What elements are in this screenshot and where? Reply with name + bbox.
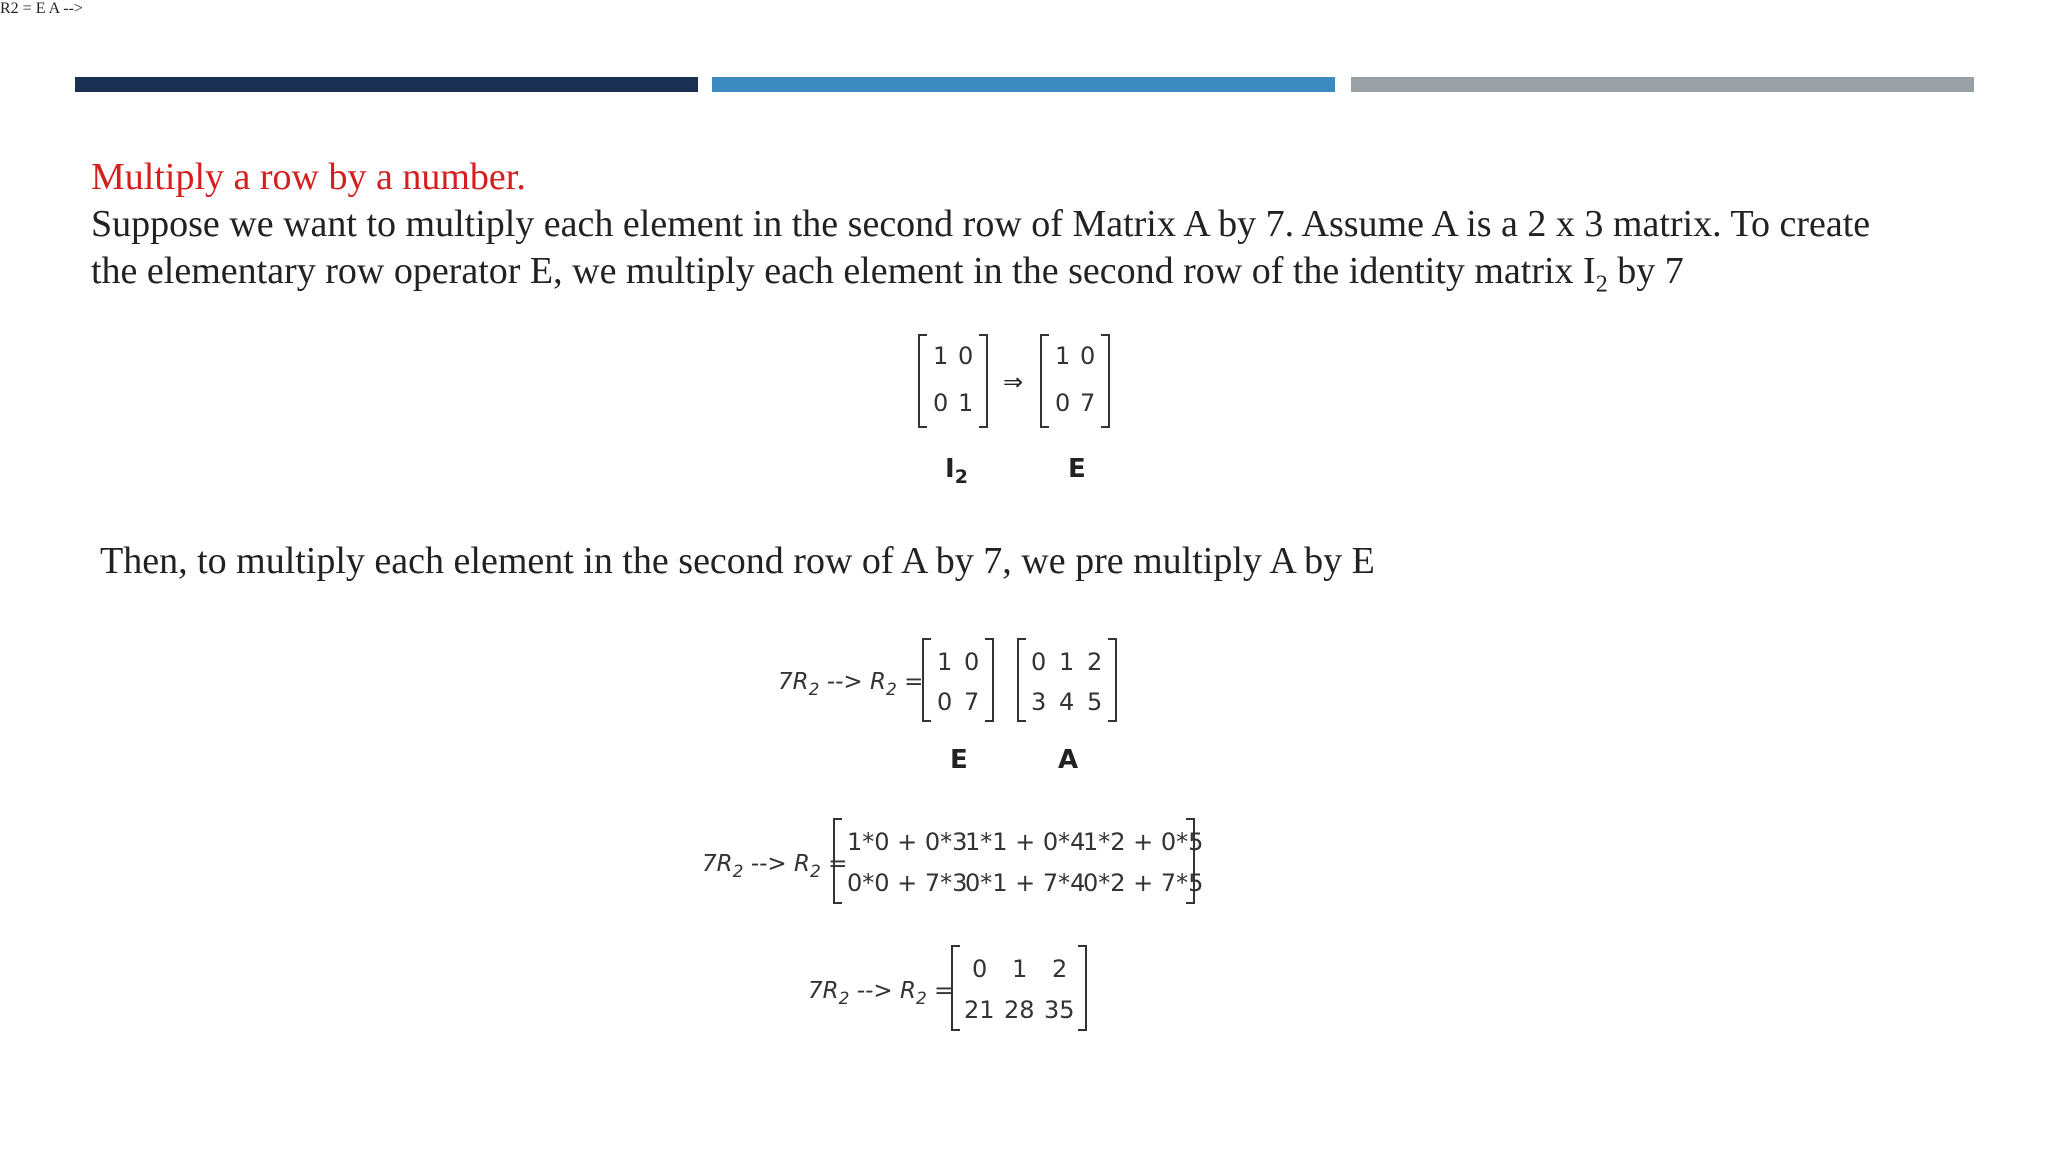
- matrix-cell: 0: [1055, 389, 1071, 417]
- identity-label: [945, 454, 968, 488]
- result-matrix: [951, 945, 1087, 1031]
- matrix-cell: 5: [1087, 688, 1103, 716]
- matrix-cell: 28: [1004, 996, 1035, 1024]
- identity-label-text: I: [945, 454, 955, 484]
- matrix-cell: 0*0 + 7*3: [847, 869, 968, 897]
- matrix-cell: 0: [964, 648, 980, 676]
- matrix-cell: 1*1 + 0*4: [965, 828, 1086, 856]
- matrix-cell: 1: [933, 342, 949, 370]
- matrix-cell: 0: [937, 688, 953, 716]
- matrix-cell: 0*2 + 7*5: [1083, 869, 1204, 897]
- explanation-paragraph: Then, to multiply each element in the second row of A by 7, we pre multiply A by E: [100, 540, 1375, 582]
- matrix-cell: 0: [933, 389, 949, 417]
- elementary-matrix-E: [922, 638, 994, 722]
- matrix-cell: 1: [1055, 342, 1071, 370]
- matrix-cell: 0: [1080, 342, 1096, 370]
- matrix-cell: 1: [958, 389, 974, 417]
- matrix-cell: 2: [1052, 955, 1068, 983]
- header-bar-dark: [75, 77, 698, 92]
- matrix-cell: 1: [937, 648, 953, 676]
- matrix-cell: 1: [1059, 648, 1075, 676]
- row-operation-label: $7R_2$ --> $R_2$ =: [702, 851, 848, 882]
- intro-line-1: Suppose we want to multiply each element in the second row of Matrix A by 7. Assume A is a 2 x 3 matrix. To create: [91, 203, 1871, 245]
- row-operation-label: $7R_2$ --> $R_2$ =: [778, 669, 924, 700]
- product-expansion-matrix: [833, 818, 1204, 904]
- matrix-cell: 4: [1059, 688, 1075, 716]
- elementary-label: E: [950, 745, 968, 775]
- row-operation-label: $7R_2$ --> $R_2$ =: [808, 978, 954, 1009]
- intro-paragraph: [91, 201, 2021, 309]
- identity-label-subscript: 2: [954, 466, 968, 489]
- matrix-cell: 1: [1012, 955, 1028, 983]
- elementary-matrix: [1040, 334, 1110, 428]
- matrix-cell: 7: [1080, 389, 1096, 417]
- implies-arrow: ⇒: [1003, 368, 1024, 396]
- identity-matrix: [918, 334, 988, 428]
- matrix-cell: 1*0 + 0*3: [847, 828, 968, 856]
- slide-heading: Multiply a row by a number.: [91, 156, 526, 198]
- matrix-cell: 2: [1087, 648, 1103, 676]
- matrix-cell: 0: [958, 342, 974, 370]
- identity-subscript: 2: [1595, 271, 1608, 298]
- matrix-cell: 3: [1031, 688, 1047, 716]
- intro-line-2-text: the elementary row operator E, we multiply each element in the second row of the identity matrix I: [91, 250, 1596, 292]
- matrix-A-label: A: [1058, 745, 1079, 775]
- matrix-A: [1017, 638, 1117, 722]
- matrix-cell: 21: [964, 996, 995, 1024]
- matrix-cell: 0: [1031, 648, 1047, 676]
- matrix-cell: 7: [964, 688, 980, 716]
- intro-line-2: [91, 248, 2021, 309]
- matrix-cell: 0*1 + 7*4: [965, 869, 1086, 897]
- header-bar-blue: [712, 77, 1335, 92]
- matrix-cell: 35: [1044, 996, 1075, 1024]
- matrix-cell: 1*2 + 0*5: [1083, 828, 1204, 856]
- header-bar-gray: [1351, 77, 1974, 92]
- elementary-label: E: [1068, 454, 1086, 484]
- intro-line-2-end: by 7: [1607, 250, 1684, 292]
- matrix-cell: 0: [972, 955, 988, 983]
